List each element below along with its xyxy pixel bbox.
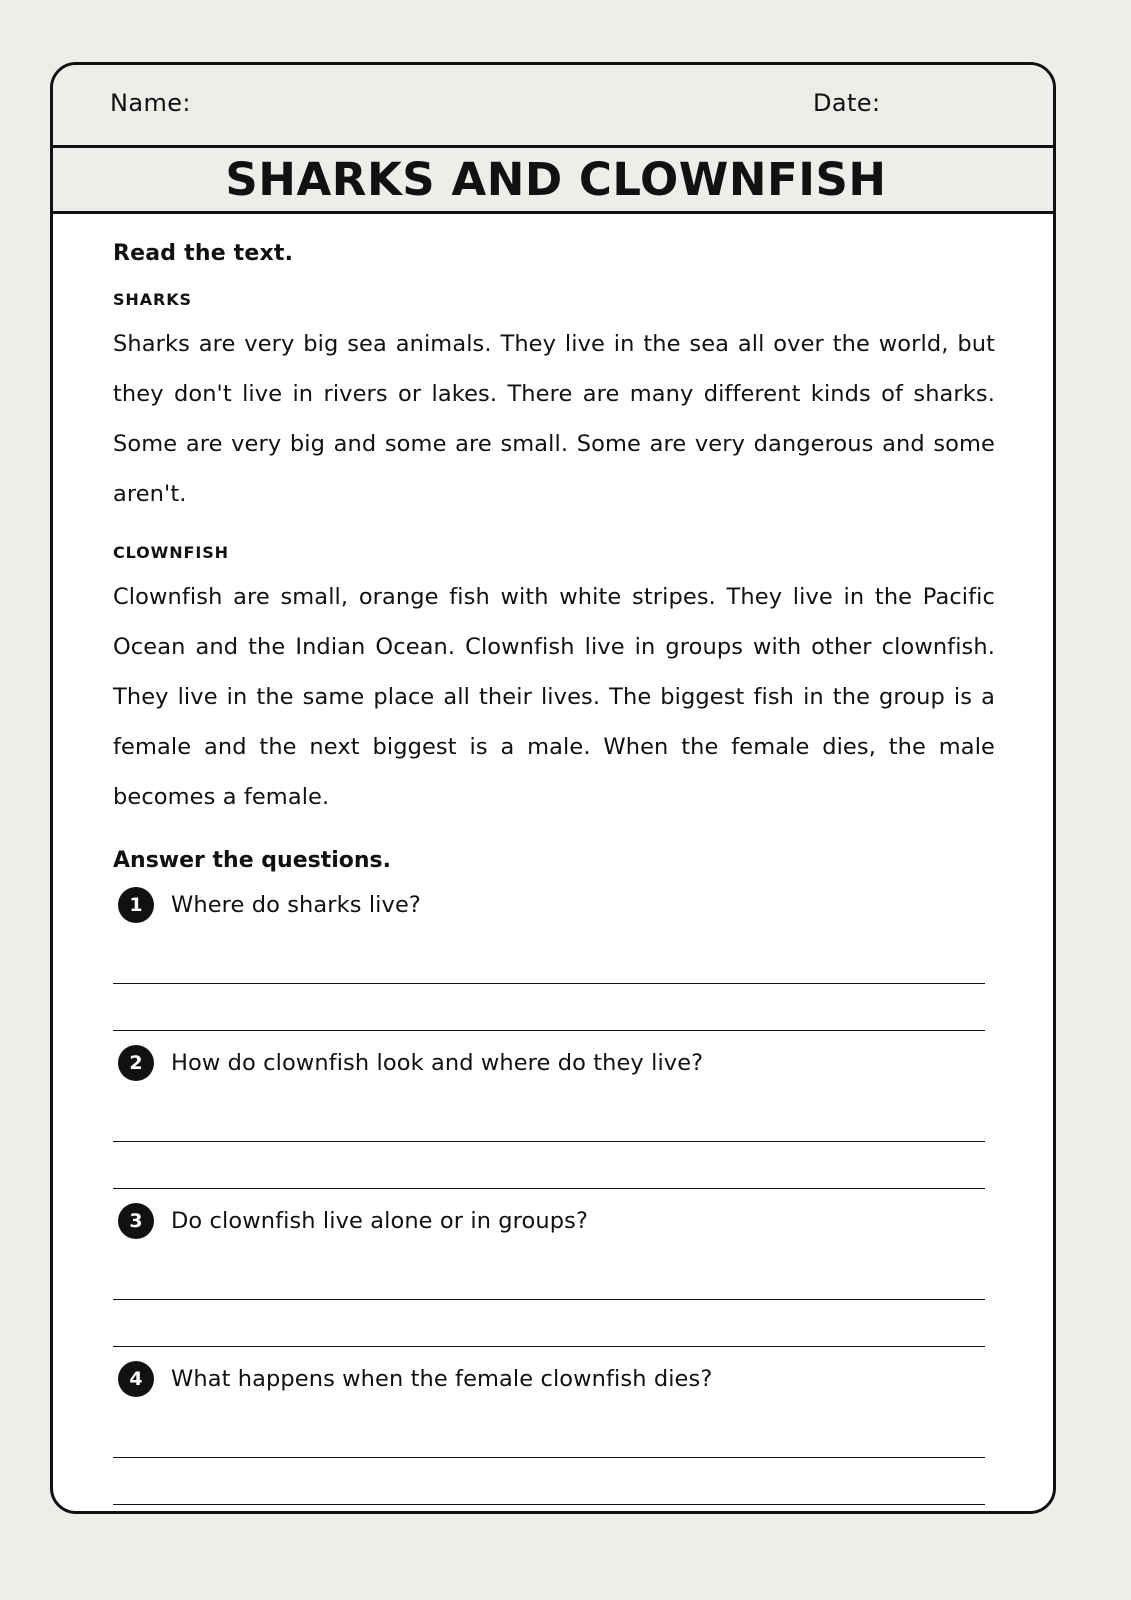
section-heading-sharks: SHARKS	[113, 290, 192, 309]
section-heading-clownfish: CLOWNFISH	[113, 543, 229, 562]
question-row-1	[113, 887, 995, 923]
question-number-3: 3	[118, 1203, 154, 1239]
question-text-3: Do clownfish live alone or in groups?	[171, 1208, 589, 1234]
answer-line[interactable]	[113, 1255, 985, 1300]
answer-lines-3[interactable]	[113, 1255, 995, 1347]
section-text-clownfish: Clownfish are small, orange fish with white stripes. They live in the Pacific Ocean and the Indian Ocean. Clownfish live in groups with other clownfish. They live in the same place all their lives. The biggest fish in the group is a female and the next biggest is a male. When the female dies, the male becomes a female.	[113, 584, 995, 810]
question-row-4	[113, 1361, 995, 1397]
answer-lines-2[interactable]	[113, 1097, 995, 1189]
name-label: Name:	[110, 89, 191, 117]
question-block-3	[113, 1203, 995, 1347]
question-number-1: 1	[118, 887, 154, 923]
questions-instruction: Answer the questions.	[113, 848, 392, 873]
answer-line[interactable]	[113, 939, 985, 984]
question-block-4	[113, 1361, 995, 1505]
worksheet-content	[53, 217, 1053, 1505]
question-block-2	[113, 1045, 995, 1189]
answer-lines-4[interactable]	[113, 1413, 995, 1505]
page-title: SHARKS AND CLOWNFISH	[225, 153, 887, 206]
question-number-4: 4	[118, 1361, 154, 1397]
date-label: Date:	[813, 89, 881, 117]
question-number-2: 2	[118, 1045, 154, 1081]
answer-lines-1[interactable]	[113, 939, 995, 1031]
question-row-3	[113, 1203, 995, 1239]
answer-line[interactable]	[113, 1300, 985, 1347]
title-band	[50, 145, 1056, 214]
question-block-1	[113, 887, 995, 1031]
name-date-row	[53, 65, 1053, 145]
question-text-2: How do clownfish look and where do they live?	[171, 1050, 704, 1076]
answer-line[interactable]	[113, 1458, 985, 1505]
answer-line[interactable]	[113, 1413, 985, 1458]
question-text-4: What happens when the female clownfish dies?	[171, 1366, 713, 1392]
answer-line[interactable]	[113, 1097, 985, 1142]
question-text-1: Where do sharks live?	[171, 892, 421, 918]
read-instruction: Read the text.	[113, 241, 294, 266]
section-text-sharks: Sharks are very big sea animals. They live in the sea all over the world, but they don't live in rivers or lakes. There are many different kinds of sharks. Some are very big and some are small. Some are very dangerous and some aren't.	[113, 331, 995, 507]
answer-line[interactable]	[113, 1142, 985, 1189]
answer-line[interactable]	[113, 984, 985, 1031]
worksheet-sheet	[50, 62, 1056, 1514]
question-row-2	[113, 1045, 995, 1081]
